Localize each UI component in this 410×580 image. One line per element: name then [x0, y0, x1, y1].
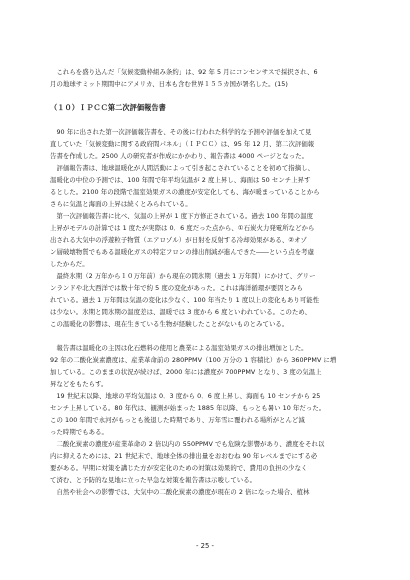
text-line: 温暖化の中位の予測では、100 年間で年平均気温が 2 度上昇し、海面は 50 センチ上昇す — [50, 176, 311, 184]
paragraph-6 — [50, 390, 366, 438]
text-line: 昇などをもたらす。 — [50, 380, 108, 388]
text-line: この温暖化の影響は、現在生きている生物が経験したことがないものとみている。 — [50, 320, 289, 328]
text-line: 90 年に出された第一次評価報告書を、その後に行われた科学的な予測や評価を加えて見 — [50, 128, 312, 136]
spacer — [50, 330, 366, 342]
text-line: 最終氷期（2 万年から１０万年前）から現在の間氷期（過去 1 万年間）にかけて、グリー — [50, 272, 316, 280]
text-line: 月の地球サミット期間中にアメリカ、日本も含む世界１５５カ国が署名した。(15) — [50, 80, 288, 88]
text-line: った時期でもある。 — [50, 428, 108, 436]
section-heading: （１０）ＩＰＣＣ第二次評価報告書 — [50, 103, 166, 112]
text-line: 上昇がモデルの計算では 1 度たが実際は 0．6 度だった点から、①石炭火力発電所などから — [50, 224, 315, 232]
text-line: るとした。2100 年の段階で温室効果ガスの濃度が安定化しても、海が暖まっていることから — [50, 188, 320, 196]
spacer — [50, 90, 366, 102]
document-body — [50, 66, 366, 498]
text-line: 加している。このままの状況が続けば、2000 年には濃度が 700PPMV となり、3 度の気温上 — [50, 368, 322, 376]
paragraph-5 — [50, 342, 366, 390]
text-line: 直していた「気候変動に関する政府間パネル」（ＩＰＣＣ）は、95 年 12 月、第二次評価報 — [50, 140, 315, 148]
text-line: 二酸化炭素の濃度が産業革命の 2 倍以内の 550PPMV でも危険な影響があり、濃度をそれ以 — [50, 440, 325, 448]
paragraph-3 — [50, 210, 366, 270]
text-line: 第一次評価報告書に比べ、気温の上昇が 1 度下方修正されている。過去 100 年間の温度 — [50, 212, 314, 220]
text-line: 要がある。早期に対策を講じた方が安定化のための対策は効果的で、費用の負担の少なく — [50, 464, 308, 472]
text-line: さらに気温と海面の上昇は続くとみられている。 — [50, 200, 192, 208]
text-line: ン層破壊物質でもある温暖化ガスの特定フロンの排出削減が進んできた――という点を考慮 — [50, 248, 315, 256]
text-line: これらを盛り込んだ「気候変動枠組み条約」は、92 年 5 月にコンセンサスで採択され、6 — [50, 68, 318, 76]
text-line: 自然や社会への影響では、大気中の二酸化炭素の濃度が現在の 2 倍になった場合、植林 — [50, 488, 310, 496]
text-line: 出される大気中の浮遊粒子物質（エアロゾル）が日射を反射する冷却効果がある、②オゾ — [50, 236, 307, 244]
text-line: て済む、と予防的な見地に立った早急な対策を報告書は示唆している。 — [50, 476, 257, 484]
text-line: 告書を作成した。2500 人の研究者が作成にかかわり、報告書は 4000 ページとなった。 — [50, 152, 309, 160]
text-line: したからだ。 — [50, 260, 89, 268]
text-line: センチ上昇している。80 年代は、観測が始まった 1885 年以降、もっとも暑い 10 年だった。 — [50, 404, 326, 412]
paragraph-4 — [50, 270, 366, 330]
page-number: - 25 - — [196, 542, 214, 550]
paragraph-7 — [50, 438, 366, 486]
text-line: 内に抑えるためには、21 世紀末で、地球全体の排出量をおおむね 90 年レベルまでにする必 — [50, 452, 318, 460]
paragraph-8 — [50, 486, 366, 498]
text-line: 報告書は温暖化の主因は化石燃料の使用と農業による温室効果ガスの排出増加とした。 — [50, 344, 308, 352]
paragraph-2 — [50, 162, 366, 210]
text-line: ンランドや北大西洋では数十年で約 5 度の変化があった。これは海洋循環が要因とみら — [50, 284, 303, 292]
intro-paragraph — [50, 66, 366, 90]
paragraph-1 — [50, 126, 366, 162]
text-line: れている。過去 1 万年間は気温の変化は少なく、100 年当たり 1 度以上の変化もあり可能性 — [50, 296, 320, 304]
text-line: は少ない。氷期と間氷期の温度差は、温暖では 3 度から 6 度といわれている。このため、 — [50, 308, 312, 316]
text-line: 92 年の二酸化炭素濃度は、産業革命前の 280PPMV（100 万分の 1 容積比）から 360PPMV に増 — [50, 356, 337, 364]
text-line: この 100 年間で永河がもっとも後退した時期であり、万年雪に覆われる場所がとんど減 — [50, 416, 305, 424]
text-line: 19 世紀末以降、地球の平均気温は 0．3 度から 0．6 度上昇し、海面も 10 センチから 25 — [50, 392, 321, 400]
text-line: 評価報告書は、地球温暖化が人間活動によって引き起こされていることを初めて指摘し、 — [50, 164, 315, 172]
